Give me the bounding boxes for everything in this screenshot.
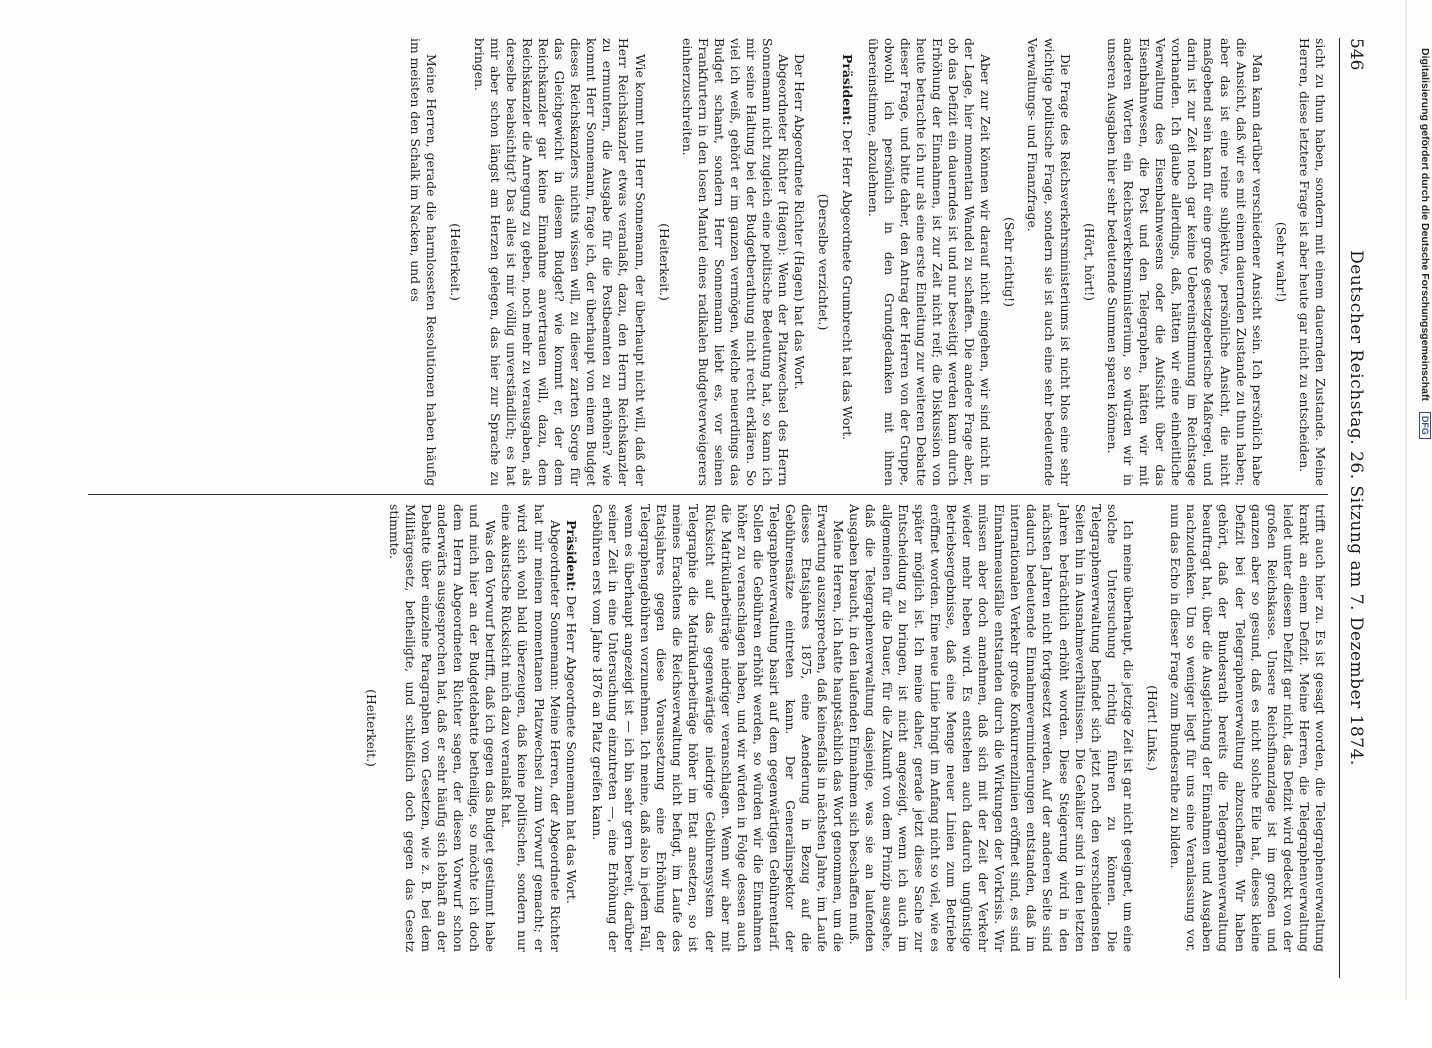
statement-text: Der Herr Abgeordnete Grumbrecht hat das Wort. — [839, 129, 855, 441]
running-title: Deutscher Reichstag. 26. Sitzung am 7. Dezember 1874. — [1346, 250, 1366, 766]
speaker-label: Präsident: — [563, 520, 579, 592]
interjection: (Sehr richtig!) — [1002, 217, 1018, 307]
paragraph: Aber zur Zeit können wir darauf nicht eingehen, wir sind nicht in der Lage, hier momentan Wandel zu schaffen. Die andere Frage aber, ob das Defizit ein dauerndes ist und nur beseitigt werden kann durch Erhöhung der Einnahmen, ist zur Zeit nicht reif; die Diskussion von heute betrachte ich nur als eine erste Einleitung zur weiteren Debatte dieser Frage, und bitte daher, den Antrag der Herren von der Gruppe, obwohl ich persönlich in den Grundgedanken mit ihnen übereinstimme, abzulehnen. — [865, 38, 994, 486]
page-number: 546 — [1346, 38, 1366, 71]
paragraph: Wie kommt nun Herr Sonnemann, der überhaupt nicht will, daß der Herr Reichskanzler etwas veranlaßt, dazu, den Herrn Reichskanzler zu ermuntern, die Ausgabe für die Postbeamten zu erhöhen? wie kommt Herr Sonnemann, frage ich, der überhaupt von einem Budget dieses Reichskanzlers nichts wissen will, zu dieser zarten Sorge für das Gleichgewicht in diesem Budget? wie kommt er, der dem Reichskanzler gar keine Einnahme anvertrauen will, dazu, dem Reichskanzler die Anregung zu geben, noch mehr zu verausgaben, als derselbe beabsichtigt? Das alles ist mir völlig unverständlich; es hat mir aber schon längst am Herzen gelegen, das hier zur Sprache zu bringen. — [471, 38, 648, 486]
scan-edge — [1405, 0, 1407, 1000]
column-divider — [88, 494, 1328, 495]
interjection: (Sehr wahr!) — [1273, 221, 1289, 303]
digitization-note: Digitalisierung gefördert durch die Deutsche Forschungsgemeinschaft — [1419, 48, 1431, 401]
statement-text: Der Herr Abgeordnete Sonnemann hat das Wort. — [563, 595, 579, 904]
paragraph: Ich meine überhaupt, die jetzige Zeit ist gar nicht geeignet, um eine solche Untersuchung richtig führen zu können. Die Telegraphenverwaltung befindet sich jetzt noch den verschiedensten Seiten hin in Ausnahmeverhältnissen. Die Gehälter sind in den letzten Jahren beträchtlich erhöht worden. Diese Steigerung wird in den nächsten Jahren nicht fortgesetzt werden. Auf der anderen Seite sind dadurch bedeutende Einnahmeverminderungen entstanden, daß im internationalen Verkehr große Konkurrenzlinien eröffnet sind, es sind Einnahmeausfälle entstanden durch die Wirkungen der Vorkrisis. Wir müssen aber doch annehmen, daß sich mit der Zeit der Verkehr wieder mehr heben wird. Es entstehen auch dadurch ungünstige Betriebsergebnisse, daß eine Menge neuer Linien zum Betriebe eröffnet worden. Eine neue Linie bringt im Anfang nicht so viel, wie es später möglich ist. Ich meine daher, gerade jetzt diese Sache zur Entscheidung zu bringen, ist nicht angezeigt, wenn ich auch im allgemeinen für die Dauer, für die Zukunft von dem Prinzip ausgehe, daß die Telegraphenverwaltung dasjenige, was sie an laufenden Ausgaben braucht, in den laufenden Einnahmen sich beschaffen muß. — [847, 504, 1136, 952]
right-column — [355, 504, 1328, 952]
left-column — [407, 38, 1328, 486]
speaker-label: Präsident: — [839, 54, 855, 126]
digitization-credit — [1411, 0, 1431, 1000]
interjection: (Hört! Links.) — [1145, 685, 1161, 771]
paragraph: Die Frage des Reichsverkehrsministeriums ist nicht blos eine sehr wichtige politische Frage, sondern sie ist auch eine sehr bedeutende Verwaltungs- und Finanzfrage. — [1025, 38, 1073, 486]
paragraph-continued: sicht zu thun haben, sondern mit einem dauernden Zustande. Meine Herren, diese letztere Frage ist aber heute gar nicht zu entscheiden. — [1296, 38, 1328, 486]
paragraph: Der Herr Abgeordnete Richter (Hagen) hat das Wort. — [792, 54, 808, 390]
paragraph: Meine Herren, ich hatte hauptsächlich das Wort genommen, um die Erwartung auszusprechen, daß keinesfalls in nächsten Jahre, im Laufe dieses Etatsjahres 1875, eine Aenderung in Bezug auf die Gebührensätze eintreten kann. Der Generalinspektor der Telegraphenverwaltung basirt auf dem gegenwärtigen Gebührentarif. Sollen die Gebühren erhöht werden, so würden wir die Einnahmen höher zu veranschlagen haben, und wir würden in Folge dessen auch die Matrikularbeiträge niedriger veranschlagen. Wenn wir aber mit Rücksicht auf das gegenwärtige niedrige Gebührensystem der Telegraphie die Matrikularbeiträge höher im Etat ansetzen, so ist meines Erachtens die Reichsverwaltung nicht befugt, im Laufe des Etatsjahres gegen diese Voraussetzung eine Erhöhung der Telegraphengebühren vorzunehmen. Ich meine, daß also in jedem Fall, wenn es überhaupt angezeigt ist — ich bin sehr gern bereit, darüber seiner Zeit in eine Untersuchung einzutreten —, eine Erhöhung der Gebühren erst vom Jahre 1876 an Platz greifen kann. — [589, 504, 847, 952]
president-statement — [838, 38, 854, 486]
interjection: (Derselbe verzichtet.) — [816, 193, 832, 331]
paragraph: Abgeordneter Sonnemann: Meine Herren, der Abgeordnete Richter hat mir meinen momentanen Platzwechsel zum Vorwurf gemacht; er wird sich wohl bald überzeugen, daß keine politischen, sondern nur eine akustische Rücksicht mich dazu veranlaßt hat. — [499, 504, 563, 952]
interjection: (Hört, hört!) — [1081, 222, 1097, 302]
page-header — [1336, 38, 1372, 978]
paragraph: Meine Herren, gerade die harmlosesten Resolutionen haben häufig im meisten den Schalk im Nacken, und es — [408, 38, 440, 486]
president-statement — [563, 504, 579, 952]
paragraph: Man kann darüber verschiedener Ansicht sein. Ich persönlich habe die Ansicht, daß wir es mit einem dauernden Zustande zu thun haben; aber das ist eine reine subjektive, persönliche Ansicht, die nicht maßgebend sein kann für eine große gesetzgeberische Maßregel, und darin ist zur Zeit noch gar keine Uebereinstimmung im Reichstage vorhanden. Ich glaube allerdings, daß, hätten wir eine einheitliche Verwaltung des Eisenbahnwesens oder die Aufsicht über das Eisenbahnwesen, die Post und den Telegraphen, hätten wir mit anderen Worten ein Reichsverkehrsministerium, so würden wir in unseren Ausgaben hier sehr bedeutende Summen sparen können. — [1104, 38, 1265, 486]
interjection: (Heiterkeit.) — [363, 689, 379, 767]
paragraph-continued: trifft auch hier zu. Es ist gesagt worden, die Telegraphenverwaltung krankt an einem Defizit. Meine Herren, die Telegraphenverwaltung leidet unter diesem Defizit gar nicht, das Defizit wird gedeckt von der großen Reichskasse. Unsere Reichsfinanzlage ist im großen und ganzen aber so gesund, daß es nicht solche Eile hat, dieses kleine Defizit bei der Telegraphenverwaltung abzuschaffen. Wir haben gehört, daß der Bundesrath bereits die Telegraphenverwaltung beauftragt hat, über die Ausgleichung der Einnahmen und Ausgaben nachzudenken. Um so weniger liegt für uns eine Veranlassung vor, nun das Echo in dieser Frage zum Bundesrathe zu bilden. — [1168, 504, 1328, 952]
interjection: (Heiterkeit.) — [656, 223, 672, 301]
paragraph: Was den Vorwurf betrifft, daß ich gegen das Budget gestimmt habe und mich hier an der Budgetdebatte betheilige, so möchte ich doch dem Herrn Abgeordneten Richter sagen, der diesen Vorwurf schon anderwärts ausgesprochen hat, daß er sehr häufig sich lebhaft an der Debatte über einzelne Paragraphen von Gesetzen, wie z. B. bei dem Militärgesetz, betheiligte, und schließlich doch gegen das Gesetz stimmte. — [386, 504, 499, 952]
interjection: (Heiterkeit.) — [448, 223, 464, 301]
paragraph: Abgeordneter Richter (Hagen): Wenn der Platzwechsel des Herrn Sonnemann nicht zugleich eine politische Bedeutung hat, so kann ich mir seine Haltung bei der Budgetberathung nicht recht erklären. So viel ich weiß, gehört er im ganzen vermögen, welche neuerdings das Budget schamt, sondern Herr Sonnemann liebt es, vor seinen Frankfurtern in den losen Mantel eines radikalen Budgetverweigerers einherzuschreiten. — [679, 38, 792, 486]
rotated-page-content — [42, 38, 1372, 978]
dfg-logo: DFG — [1419, 412, 1431, 439]
header-rule — [1339, 38, 1340, 978]
